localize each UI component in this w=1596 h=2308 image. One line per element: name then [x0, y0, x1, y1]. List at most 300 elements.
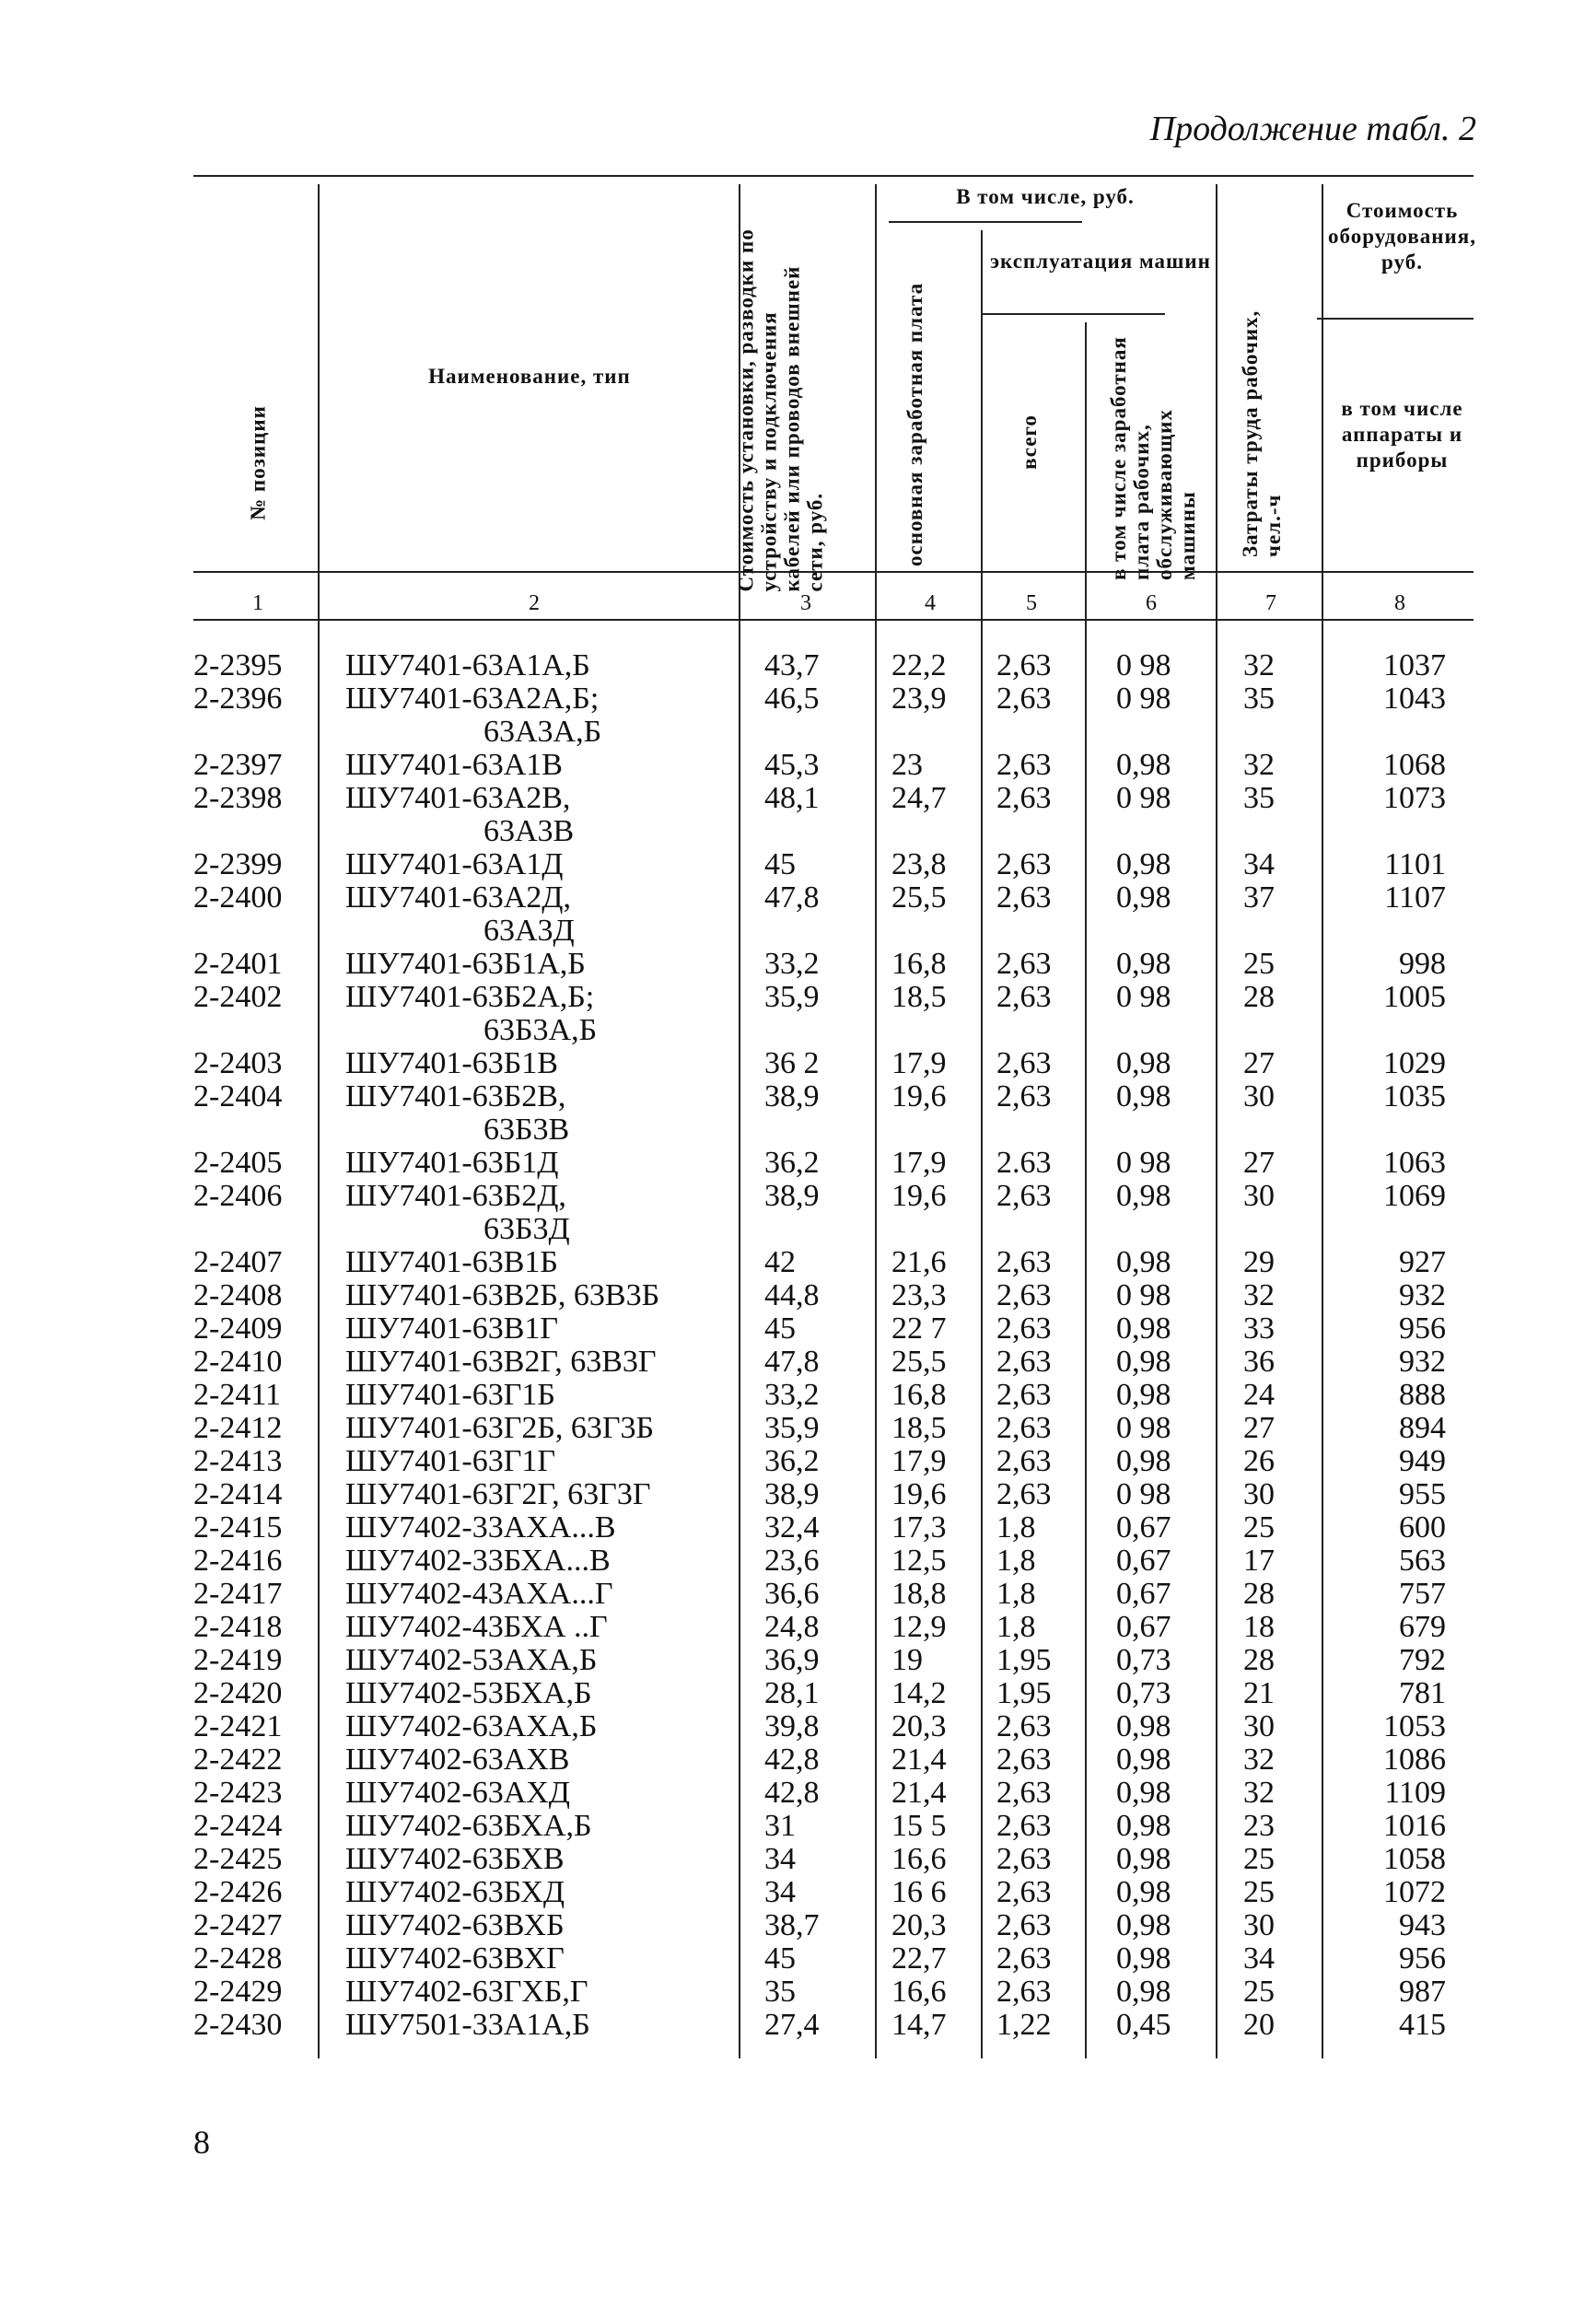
header-equip-incl: в том числе аппараты и приборы — [1341, 397, 1463, 472]
table-row — [193, 1246, 1483, 1279]
item-name-line1: ШУ7402-53БХА,Б — [345, 1676, 592, 1710]
item-name — [345, 1743, 741, 1777]
cost-install: 38,7 — [764, 1908, 820, 1942]
cost-install: 42,8 — [764, 1776, 820, 1810]
cost-install: 45 — [764, 1941, 796, 1976]
table-row — [193, 1445, 1483, 1478]
item-name — [345, 1942, 741, 1976]
labor-hours: 20 — [1243, 2008, 1275, 2042]
equipment-cost: 1086 — [1383, 1743, 1446, 1777]
cost-install: 23,6 — [764, 1544, 820, 1578]
position-number: 2-2405 — [193, 1146, 283, 1180]
table-row — [193, 1843, 1483, 1876]
cost-install: 45 — [764, 1311, 796, 1346]
item-name — [345, 1976, 741, 2009]
labor-hours: 27 — [1243, 1146, 1275, 1180]
machine-total: 1,95 — [996, 1643, 1052, 1677]
base-wage: 16,8 — [891, 1378, 947, 1412]
labor-hours: 25 — [1243, 1875, 1275, 1909]
cost-install: 36,6 — [764, 1577, 820, 1611]
machine-total: 1,22 — [996, 2008, 1052, 2042]
machine-total: 2,63 — [996, 1975, 1052, 2009]
machine-total: 2,63 — [996, 1245, 1052, 1279]
labor-hours: 32 — [1243, 748, 1275, 782]
item-name — [345, 1677, 741, 1710]
base-wage: 23,8 — [891, 847, 947, 881]
cost-install: 35,9 — [764, 980, 820, 1014]
machine-wage: 0,67 — [1116, 1510, 1171, 1544]
position-number: 2-2412 — [193, 1411, 283, 1445]
item-name-line2: 63А3В — [483, 814, 575, 848]
machine-total: 2,63 — [996, 1179, 1052, 1213]
item-name — [345, 749, 741, 782]
machine-wage: 0,98 — [1116, 748, 1171, 782]
base-wage: 19 — [891, 1643, 923, 1677]
labor-hours: 32 — [1243, 1743, 1275, 1777]
position-number: 2-2404 — [193, 1079, 283, 1113]
equipment-cost: 1072 — [1383, 1875, 1446, 1909]
machine-wage: 0 98 — [1116, 1146, 1171, 1180]
machine-total: 2,63 — [996, 1345, 1052, 1379]
labor-hours: 27 — [1243, 1411, 1275, 1445]
position-number: 2-2425 — [193, 1842, 283, 1876]
labor-hours: 32 — [1243, 1776, 1275, 1810]
base-wage: 21,6 — [891, 1245, 947, 1279]
item-name-line1: ШУ7401-63Г1Б — [345, 1378, 555, 1412]
item-name-line1: ШУ7402-33БХА...В — [345, 1544, 611, 1578]
cost-install: 45 — [764, 847, 796, 881]
machine-wage: 0,73 — [1116, 1643, 1171, 1677]
table-row — [193, 1942, 1483, 1976]
cost-install: 44,8 — [764, 1278, 820, 1312]
table-row — [193, 1677, 1483, 1710]
machine-total: 2,63 — [996, 1444, 1052, 1478]
machine-total: 2,63 — [996, 1743, 1052, 1777]
labor-hours: 30 — [1243, 1709, 1275, 1743]
item-name — [345, 1876, 741, 1909]
continuation-title: Продолжение табл. 2 — [1149, 110, 1476, 148]
cost-install: 47,8 — [764, 880, 820, 915]
item-name — [345, 948, 741, 981]
item-name-line1: ШУ7402-43БХА ..Г — [345, 1610, 608, 1644]
item-name-line1: ШУ7401-63А2Д, — [345, 880, 571, 915]
base-wage: 17,9 — [891, 1444, 947, 1478]
table-body — [193, 649, 1483, 2042]
position-number: 2-2397 — [193, 748, 283, 782]
machine-total: 2,63 — [996, 682, 1052, 716]
colnum-4: 4 — [925, 591, 936, 615]
machine-total: 2,63 — [996, 980, 1052, 1014]
base-wage: 23,9 — [891, 682, 947, 716]
labor-hours: 30 — [1243, 1179, 1275, 1213]
table-row — [193, 1710, 1483, 1743]
machine-wage: 0,98 — [1116, 947, 1171, 981]
item-name-line1: ШУ7401-63А1А,Б — [345, 648, 590, 682]
equip-group-rule — [1317, 318, 1474, 320]
cost-install: 36,9 — [764, 1643, 820, 1677]
table-row — [193, 1611, 1483, 1644]
machine-wage: 0,98 — [1116, 1311, 1171, 1346]
item-name-line1: ШУ7401-63Б2В, — [345, 1079, 566, 1113]
table-row — [193, 1743, 1483, 1777]
equipment-cost: 927 — [1399, 1245, 1446, 1279]
machine-wage: 0,98 — [1116, 1179, 1171, 1213]
item-name-line1: ШУ7401-63Б2А,Б; — [345, 980, 595, 1014]
item-name — [345, 1379, 741, 1412]
position-number: 2-2403 — [193, 1046, 283, 1080]
table-top-rule — [193, 175, 1474, 177]
item-name-line1: ШУ7401-63В1Б — [345, 1245, 558, 1279]
cost-install: 36 2 — [764, 1046, 820, 1080]
machine-total: 2,63 — [996, 1311, 1052, 1346]
labor-hours: 32 — [1243, 648, 1275, 682]
labor-hours: 21 — [1243, 1676, 1275, 1710]
labor-hours: 28 — [1243, 1577, 1275, 1611]
base-wage: 25,5 — [891, 880, 947, 915]
page-number: 8 — [193, 2124, 210, 2161]
equipment-cost: 1053 — [1383, 1709, 1446, 1743]
equipment-cost: 757 — [1399, 1577, 1446, 1611]
cost-install: 43,7 — [764, 648, 820, 682]
position-number: 2-2419 — [193, 1643, 283, 1677]
header-labor: Затраты труда рабочих, чел.-ч — [1239, 309, 1285, 557]
colnum-bottom-rule — [193, 619, 1474, 621]
item-name-line1: ШУ7402-63БХД — [345, 1875, 565, 1909]
item-name-line1: ШУ7401-63Б1В — [345, 1046, 558, 1080]
item-name — [345, 1611, 741, 1644]
header-name: Наименование, тип — [428, 365, 631, 388]
table-row — [193, 1180, 1483, 1246]
machine-wage: 0,73 — [1116, 1676, 1171, 1710]
position-number: 2-2407 — [193, 1245, 283, 1279]
equipment-cost: 1005 — [1383, 980, 1446, 1014]
item-name — [345, 649, 741, 682]
table-row — [193, 682, 1483, 749]
item-name-line1: ШУ7402-63ГХБ,Г — [345, 1975, 588, 2009]
position-number: 2-2420 — [193, 1676, 283, 1710]
machine-wage: 0 98 — [1116, 648, 1171, 682]
base-wage: 18,8 — [891, 1577, 947, 1611]
labor-hours: 34 — [1243, 847, 1275, 881]
base-wage: 22,7 — [891, 1941, 947, 1976]
equipment-cost: 888 — [1399, 1378, 1446, 1412]
cost-install: 38,9 — [764, 1179, 820, 1213]
machine-total: 2,63 — [996, 748, 1052, 782]
position-number: 2-2415 — [193, 1510, 283, 1544]
labor-hours: 27 — [1243, 1046, 1275, 1080]
machine-wage: 0 98 — [1116, 682, 1171, 716]
position-number: 2-2428 — [193, 1941, 283, 1976]
equipment-cost: 943 — [1399, 1908, 1446, 1942]
item-name — [345, 782, 741, 848]
item-name-line1: ШУ7401-63А2А,Б; — [345, 682, 600, 716]
machine-total: 2,63 — [996, 1079, 1052, 1113]
incl-group-rule — [889, 221, 1082, 223]
table-row — [193, 2009, 1483, 2042]
table-row — [193, 1346, 1483, 1379]
item-name — [345, 1909, 741, 1942]
position-number: 2-2417 — [193, 1577, 283, 1611]
machine-total: 2,63 — [996, 1842, 1052, 1876]
table-row — [193, 1478, 1483, 1511]
table-row — [193, 1810, 1483, 1843]
header-equip-cost: Стоимость оборудования, руб. — [1328, 199, 1476, 274]
item-name-line1: ШУ7401-63Г2Г, 63Г3Г — [345, 1477, 651, 1511]
cost-install: 38,9 — [764, 1079, 820, 1113]
item-name-line1: ШУ7402-33АХА...В — [345, 1510, 616, 1544]
item-name-line1: ШУ7401-63В1Г — [345, 1311, 559, 1346]
machine-wage: 0,98 — [1116, 1875, 1171, 1909]
item-name-line1: ШУ7401-63Б1Д — [345, 1146, 559, 1180]
base-wage: 17,9 — [891, 1046, 947, 1080]
equipment-cost: 1035 — [1383, 1079, 1446, 1113]
item-name — [345, 1544, 741, 1578]
header-incl-group: В том числе, руб. — [956, 185, 1135, 208]
equipment-cost: 949 — [1399, 1444, 1446, 1478]
item-name — [345, 981, 741, 1047]
item-name-line2: 63А3А,Б — [483, 715, 602, 749]
cost-table — [193, 175, 1483, 2081]
base-wage: 19,6 — [891, 1477, 947, 1511]
position-number: 2-2395 — [193, 648, 283, 682]
cost-install: 28,1 — [764, 1676, 820, 1710]
labor-hours: 18 — [1243, 1610, 1275, 1644]
machine-wage: 0,98 — [1116, 1079, 1171, 1113]
position-number: 2-2402 — [193, 980, 283, 1014]
machine-group-rule — [981, 313, 1165, 315]
labor-hours: 36 — [1243, 1345, 1275, 1379]
table-row — [193, 1080, 1483, 1147]
equipment-cost: 1063 — [1383, 1146, 1446, 1180]
labor-hours: 33 — [1243, 1311, 1275, 1346]
position-number: 2-2423 — [193, 1776, 283, 1810]
machine-total: 2,63 — [996, 648, 1052, 682]
cost-install: 35 — [764, 1975, 796, 2009]
item-name-line1: ШУ7402-63АХВ — [345, 1743, 570, 1777]
header-base-wage: основная заработная плата — [903, 282, 926, 566]
table-row — [193, 1047, 1483, 1080]
cost-install: 24,8 — [764, 1610, 820, 1644]
machine-total: 2,63 — [996, 1941, 1052, 1976]
equipment-cost: 792 — [1399, 1643, 1446, 1677]
base-wage: 22 7 — [891, 1311, 947, 1346]
colnum-6: 6 — [1146, 591, 1157, 615]
cost-install: 36,2 — [764, 1444, 820, 1478]
item-name — [345, 1810, 741, 1843]
item-name-line1: ШУ7402-63БХВ — [345, 1842, 565, 1876]
cost-install: 39,8 — [764, 1709, 820, 1743]
machine-wage: 0,98 — [1116, 1776, 1171, 1810]
base-wage: 14,2 — [891, 1676, 947, 1710]
item-name — [345, 1246, 741, 1279]
table-row — [193, 1147, 1483, 1180]
equipment-cost: 781 — [1399, 1676, 1446, 1710]
labor-hours: 30 — [1243, 1079, 1275, 1113]
table-row — [193, 1279, 1483, 1312]
equipment-cost: 1068 — [1383, 748, 1446, 782]
equipment-cost: 1107 — [1384, 880, 1446, 915]
cost-install: 33,2 — [764, 1378, 820, 1412]
base-wage: 17,9 — [891, 1146, 947, 1180]
position-number: 2-2401 — [193, 947, 283, 981]
base-wage: 16,6 — [891, 1975, 947, 2009]
machine-wage: 0 98 — [1116, 781, 1171, 815]
table-row — [193, 1412, 1483, 1445]
machine-wage: 0,98 — [1116, 1743, 1171, 1777]
item-name — [345, 1047, 741, 1080]
colnum-7: 7 — [1265, 591, 1276, 615]
base-wage: 23,3 — [891, 1278, 947, 1312]
item-name-line1: ШУ7402-43АХА...Г — [345, 1577, 613, 1611]
item-name-line2: 63Б3А,Б — [483, 1013, 598, 1047]
table-row — [193, 1876, 1483, 1909]
table-row — [193, 1379, 1483, 1412]
machine-wage: 0 98 — [1116, 1477, 1171, 1511]
machine-total: 2.63 — [996, 1146, 1052, 1180]
machine-wage: 0,98 — [1116, 1975, 1171, 2009]
labor-hours: 25 — [1243, 1510, 1275, 1544]
equipment-cost: 1109 — [1384, 1776, 1446, 1810]
equipment-cost: 894 — [1399, 1411, 1446, 1445]
base-wage: 20,3 — [891, 1908, 947, 1942]
machine-total: 2,63 — [996, 1875, 1052, 1909]
equipment-cost: 1037 — [1383, 648, 1446, 682]
base-wage: 21,4 — [891, 1776, 947, 1810]
equipment-cost: 956 — [1399, 1311, 1446, 1346]
labor-hours: 28 — [1243, 980, 1275, 1014]
machine-total: 2,63 — [996, 1709, 1052, 1743]
base-wage: 18,5 — [891, 980, 947, 1014]
position-number: 2-2416 — [193, 1544, 283, 1578]
position-number: 2-2398 — [193, 781, 283, 815]
base-wage: 19,6 — [891, 1079, 947, 1113]
equipment-cost: 1043 — [1383, 682, 1446, 716]
cost-install: 47,8 — [764, 1345, 820, 1379]
position-number: 2-2427 — [193, 1908, 283, 1942]
item-name — [345, 1777, 741, 1810]
base-wage: 22,2 — [891, 648, 947, 682]
labor-hours: 25 — [1243, 1975, 1275, 2009]
labor-hours: 35 — [1243, 682, 1275, 716]
item-name — [345, 1843, 741, 1876]
item-name-line2: 63Б3В — [483, 1113, 570, 1147]
cost-install: 42,8 — [764, 1743, 820, 1777]
item-name-line1: ШУ7401-63Б2Д, — [345, 1179, 566, 1213]
equipment-cost: 998 — [1399, 947, 1446, 981]
cost-install: 34 — [764, 1875, 796, 1909]
machine-wage: 0,98 — [1116, 1245, 1171, 1279]
table-row — [193, 782, 1483, 848]
table-row — [193, 948, 1483, 981]
position-number: 2-2413 — [193, 1444, 283, 1478]
equipment-cost: 1058 — [1383, 1842, 1446, 1876]
machine-total: 1,8 — [996, 1544, 1036, 1578]
machine-wage: 0,45 — [1116, 2008, 1171, 2042]
item-name-line1: ШУ7401-63В2Г, 63В3Г — [345, 1345, 657, 1379]
table-row — [193, 1511, 1483, 1544]
labor-hours: 24 — [1243, 1378, 1275, 1412]
item-name — [345, 1478, 741, 1511]
position-number: 2-2400 — [193, 880, 283, 915]
machine-wage: 0,98 — [1116, 1378, 1171, 1412]
machine-total: 2,63 — [996, 1776, 1052, 1810]
position-number: 2-2414 — [193, 1477, 283, 1511]
machine-total: 2,63 — [996, 1908, 1052, 1942]
item-name — [345, 1412, 741, 1445]
machine-total: 2,63 — [996, 1046, 1052, 1080]
position-number: 2-2418 — [193, 1610, 283, 1644]
machine-wage: 0,98 — [1116, 847, 1171, 881]
equipment-cost: 932 — [1399, 1345, 1446, 1379]
item-name — [345, 848, 741, 881]
machine-total: 2,63 — [996, 1378, 1052, 1412]
equipment-cost: 987 — [1399, 1975, 1446, 2009]
table-row — [193, 1312, 1483, 1346]
cost-install: 32,4 — [764, 1510, 820, 1544]
header-pos: № позиции — [246, 405, 270, 520]
item-name — [345, 1147, 741, 1180]
labor-hours: 30 — [1243, 1908, 1275, 1942]
machine-total: 1,8 — [996, 1577, 1036, 1611]
item-name-line1: ШУ7401-63Г2Б, 63Г3Б — [345, 1411, 655, 1445]
equipment-cost: 956 — [1399, 1941, 1446, 1976]
cost-install: 42 — [764, 1245, 796, 1279]
machine-wage: 0 98 — [1116, 980, 1171, 1014]
labor-hours: 30 — [1243, 1477, 1275, 1511]
machine-total: 2,63 — [996, 947, 1052, 981]
machine-wage: 0,98 — [1116, 1941, 1171, 1976]
machine-wage: 0,67 — [1116, 1577, 1171, 1611]
base-wage: 19,6 — [891, 1179, 947, 1213]
base-wage: 23 — [891, 748, 923, 782]
equipment-cost: 955 — [1399, 1477, 1446, 1511]
colnum-1: 1 — [252, 591, 263, 615]
equipment-cost: 1101 — [1384, 847, 1446, 881]
table-row — [193, 881, 1483, 948]
item-name-line1: ШУ7501-33А1А,Б — [345, 2008, 590, 2042]
labor-hours: 25 — [1243, 1842, 1275, 1876]
table-row — [193, 1976, 1483, 2009]
equipment-cost: 1029 — [1383, 1046, 1446, 1080]
machine-wage: 0,98 — [1116, 1709, 1171, 1743]
cost-install: 46,5 — [764, 682, 820, 716]
item-name-line1: ШУ7401-63А2В, — [345, 781, 571, 815]
header-machine-group: эксплуатация машин — [990, 250, 1211, 273]
equipment-cost: 679 — [1399, 1610, 1446, 1644]
labor-hours: 23 — [1243, 1809, 1275, 1843]
item-name — [345, 682, 741, 749]
item-name — [345, 1346, 741, 1379]
position-number: 2-2429 — [193, 1975, 283, 2009]
header-machine-wage: в том числе заработная плата рабочих, обслуживающих машины — [1107, 336, 1199, 580]
header-cost-install: Стоимость установки, разводки по устройству и подключения кабелей или проводов внешней сети, руб. — [734, 228, 827, 592]
machine-wage: 0,98 — [1116, 1809, 1171, 1843]
cost-install: 33,2 — [764, 947, 820, 981]
item-name-line1: ШУ7401-63Б1А,Б — [345, 947, 586, 981]
item-name — [345, 2009, 741, 2042]
equipment-cost: 1069 — [1383, 1179, 1446, 1213]
item-name — [345, 1710, 741, 1743]
colnum-5: 5 — [1026, 591, 1037, 615]
item-name — [345, 1445, 741, 1478]
item-name — [345, 1080, 741, 1147]
item-name-line1: ШУ7402-63ВХБ — [345, 1908, 565, 1942]
item-name-line1: ШУ7402-63АХД — [345, 1776, 570, 1810]
equipment-cost: 1016 — [1383, 1809, 1446, 1843]
item-name-line1: ШУ7401-63Г1Г — [345, 1444, 556, 1478]
table-row — [193, 1544, 1483, 1578]
machine-wage: 0,98 — [1116, 1444, 1171, 1478]
